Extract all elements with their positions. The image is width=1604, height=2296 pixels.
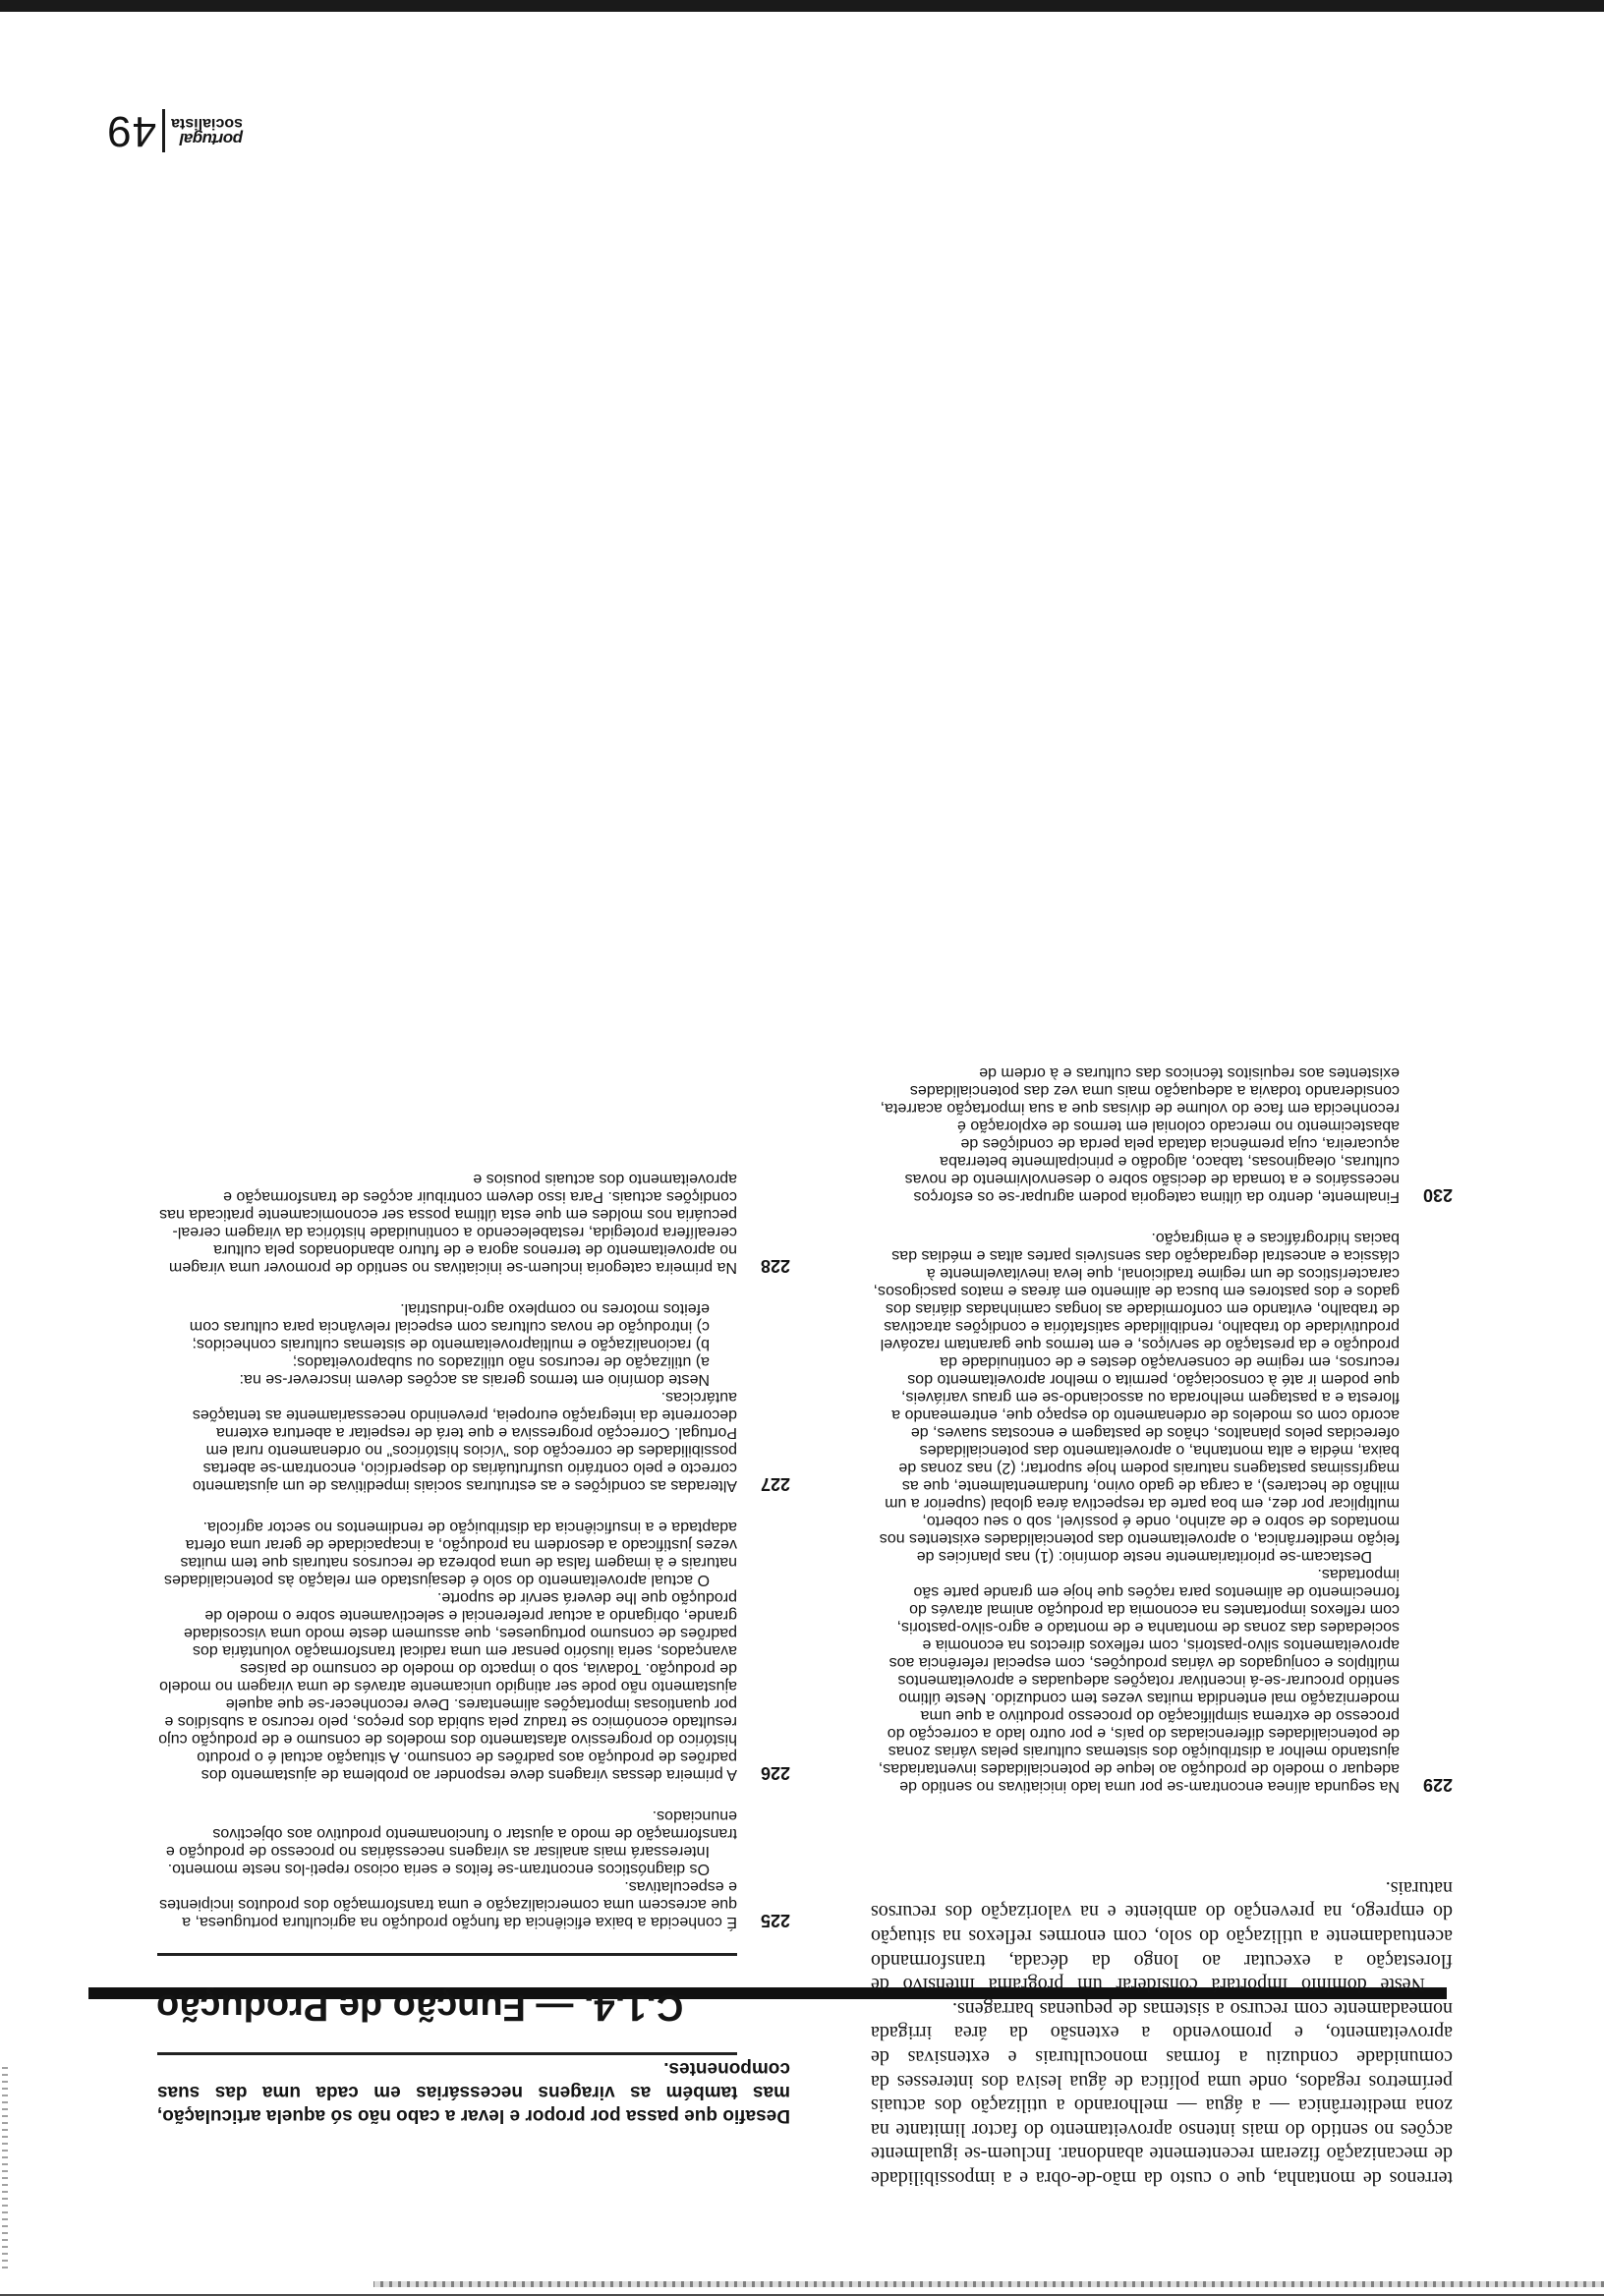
paragraph-text: Na primeira categoria incluem-se iniciativas no sentido de promover uma viragem no aproveitamento de terrenos agora e de futuro abandonados pela cultura cerealífera protegida, restabelecendo a continuidade histórica da viragem cereal-pecuária nos moldes em que esta última possa ser economicamente praticada nas condições actuais. Para isso devem contribuir acções de transformação e aproveitamento dos actuais pousios e xyxy=(159,1171,737,1276)
masthead-divider xyxy=(162,109,165,152)
paragraph-number: 228 xyxy=(760,1256,790,1276)
left-column xyxy=(871,1063,1453,1818)
paragraph-text: É conhecida a baixa eficiência da função produção na agricultura portuguesa, a que acrescem uma comercialização e uma transformação dos produtos incipientes e especulativas. xyxy=(159,1878,737,1930)
paragraph-text: Interessará mais analisar as viragens necessárias no processo de produção e transformação de modo a ajustar o funcionamento produtivo aos objectivos enunciados. xyxy=(165,1808,737,1860)
list-item: b) racionalização e multiaproveitamento de sistemas culturais conhecidos; xyxy=(192,1336,710,1352)
paragraph-text: Neste domínio importará considerar um programa intensivo de florestação a executar ao longo da década, transformando acentuadamente a utilização do solo, com enormes reflexos na situação do emprego, na prevenção do ambiente e na valorização dos recursos naturais. xyxy=(871,1876,1453,1996)
scan-edge-bar xyxy=(0,0,1604,12)
paragraph-text: Na segunda alínea encontram-se por uma lado iniciativas no sentido de adequar o modelo de produção ao leque de potencialidades inventariadas, ajustando melhor a distribuição dos sistemas culturais pelas várias zonas de potencialidades diferenciadas do país, e por outro lado a correcção do processo de extrema simplificação do processo produtivo a que uma modernização mal entendida muitas vezes tem conduzido. Neste último sentido procurar-se-á incentivar rotações adequadas e aproveitamentos múltiplos e conjugados de várias produções, com especial referência aos aproveitamentos silvo-pastoris, com reflexos directos na economia e sociedades das zonas de montanha e de montado e agro-silvo-pastoris, com reflexos importantes na economia da produção animal através do fornecimento de alimentos para rações que hoje em grande parte são importadas. xyxy=(878,1566,1400,1795)
section-heading: C.1.4. — Função de Produção xyxy=(156,1986,684,2029)
publication-logo xyxy=(171,115,243,146)
section-rule-top xyxy=(157,2052,737,2055)
scan-noise xyxy=(373,2281,1604,2287)
right-column xyxy=(156,1170,790,1930)
paragraph-text: Neste domínio em termos gerais as acções devem inscrever-se na: xyxy=(239,1371,710,1388)
paragraph-230 xyxy=(871,1063,1453,1205)
paragraph-number: 225 xyxy=(760,1911,790,1930)
scan-edge-marks xyxy=(2,2062,8,2268)
intro-paragraph: Desafio que passa por propor e levar a cabo não só aquela articulação, mas também as viragens necessárias em cada uma das suas componentes. xyxy=(157,2058,790,2126)
list-item: c) introdução de novas culturas com especial relevância para culturas com efeitos motores no complexo agro-industrial. xyxy=(189,1300,710,1335)
page-number: 49 xyxy=(106,107,157,155)
brand-line-1: portugal xyxy=(180,130,243,148)
paragraph-number: 230 xyxy=(1422,1185,1453,1205)
paragraph-text: O actual aproveitamento do solo é desajustado em relação às potencialidades naturais e à imagem falsa de uma pobreza de recursos naturais que tem muitas vezes justificado a desordem na produção, a incapacidade de gerar uma oferta adaptada e a insuficiência da distribuição de rendimentos no sector agrícola. xyxy=(163,1519,737,1588)
paragraph-text: Alteradas as condições e as estruturas sociais impeditivas de um ajustamento correcto e pelo contrário usufrutuárias do desperdício, encontram-se abertas possibilidades de correcção dos "vícios históricos" no ordenamento rural em Portugal. Correcção progressiva e que terá de respeitar a abertura externa decorrente da integração europeia, prevenindo necessariamente as tentações autárcicas. xyxy=(192,1389,737,1494)
brand-line-2: socialista xyxy=(171,115,243,132)
paragraph-number: 226 xyxy=(760,1763,790,1783)
paragraph-text: terrenos de montanha, que o custo da mão-de-obra e a impossibilidade de mecanização fizeram recentemente abandonar. Incluem-se igualmente acções no sentido do mais intenso aproveitamento do factor limitante na zona mediterrânica — a água — melhorando a utilização dos actuais perímetros regados, onde uma política de água lesiva dos interesses da comunidade conduziu a formas monoculturais e extensivas de aproveitamento, e promovendo a extensão da área irrigada nomeadamente com recurso a sistemas de pequenas barragens. xyxy=(871,1997,1453,2189)
paragraph-text: Destacam-se prioritariamente neste domínio: (1) nas planícies de feição mediterrânica, o aproveitamento das potencialidades existentes nos montados de sobro e de azinho, onde é possível, sob o seu coberto, multiplicar por dez, em boa parte da respectiva área global (superior a um milhão de hectares), a carga de gado ovino, fundamentalmente, que as magríssimas pastagens naturais podem hoje suportar; (2) nas zonas de baixa, média e alta montanha, o aproveitamento das potencialidades oferecidas pelos planaltos, chãos de pastagem e encostas suaves, de acordo com os modelos de ordenamento do espaço que, entremeando a floresta e a pastagem melhorada ou associando-se em graus variáveis, que podem ir até à consociação, permita o melhor aproveitamento dos recursos, em regime de conservação destes e de continuidade da produção e da prestação de serviços, e em termos que garantam razoável produtividade do trabalho, rendibilidade satisfatória e condições atractivas de trabalho, evitando em conformidade as longas caminhadas diárias dos gados e dos pastores em busca de alimento em áreas e matos pascigosos, característicos de um regime tradicional, que leva inevitavelmente à clássica e ancestral degradação das sensíveis partes altas e médias das bacias hidrográficas e à emigração. xyxy=(873,1230,1400,1565)
masthead xyxy=(106,106,243,155)
paragraph-227 xyxy=(156,1299,790,1494)
paragraph-text: Finalmente, dentro da última categoria podem agrupar-se os esforços necessários e a tomada de decisão sobre o desenvolvimento de novas culturas, oleaginosas, tabaco, algodão e principalmente beterraba açucareira, cuja premência datada pela perda de condições de abastecimento no mercado colonial em termos de exploração é reconhecida em face do volume de divisas que a sua importação acarreta, considerando todavia a adequação mais uma vez das potencialidades existentes aos requisitos técnicos das culturas e à ordem de xyxy=(880,1064,1400,1205)
paragraph-text: A primeira dessas viragens deve responder ao problema de ajustamento dos padrões de produção aos padrões de consumo. A situação actual é o produto histórico do progressivo afastamento dos modelos de consumo e de produção cujo resultado económico se traduz pela subida dos preços, pelo recurso a subsídios e por quantiosas importações alimentares. Deve reconhecer-se que aquele ajustamento não pode ser atingido unicamente através de uma viragem no modelo de produção. Todavia, sob o impacto do modelo de consumo de países avançados, seria ilusório pensar em uma radical transformação voluntária dos padrões de consumo portugueses, que assumem deste modo uma viscosidade grande, obrigando a actuar preferencial e selectivamente sobre o modelo de produção que lhe deverá servir de suporte. xyxy=(158,1589,737,1783)
paragraph-228 xyxy=(156,1170,790,1276)
section-rule-bottom xyxy=(157,1953,737,1956)
paragraph-number: 227 xyxy=(760,1474,790,1494)
left-column-top xyxy=(871,1875,1453,2190)
paragraph-number: 229 xyxy=(1422,1775,1453,1795)
paragraph-225 xyxy=(156,1807,790,1930)
paragraph-text: Os diagnósticos encontram-se feitos e seria ocioso repeti-los neste momento. xyxy=(167,1861,710,1877)
paragraph-226 xyxy=(156,1518,790,1783)
paragraph-229 xyxy=(871,1229,1453,1795)
list-item: a) utilização de recursos não utilizados ou subaproveitados; xyxy=(292,1353,710,1370)
